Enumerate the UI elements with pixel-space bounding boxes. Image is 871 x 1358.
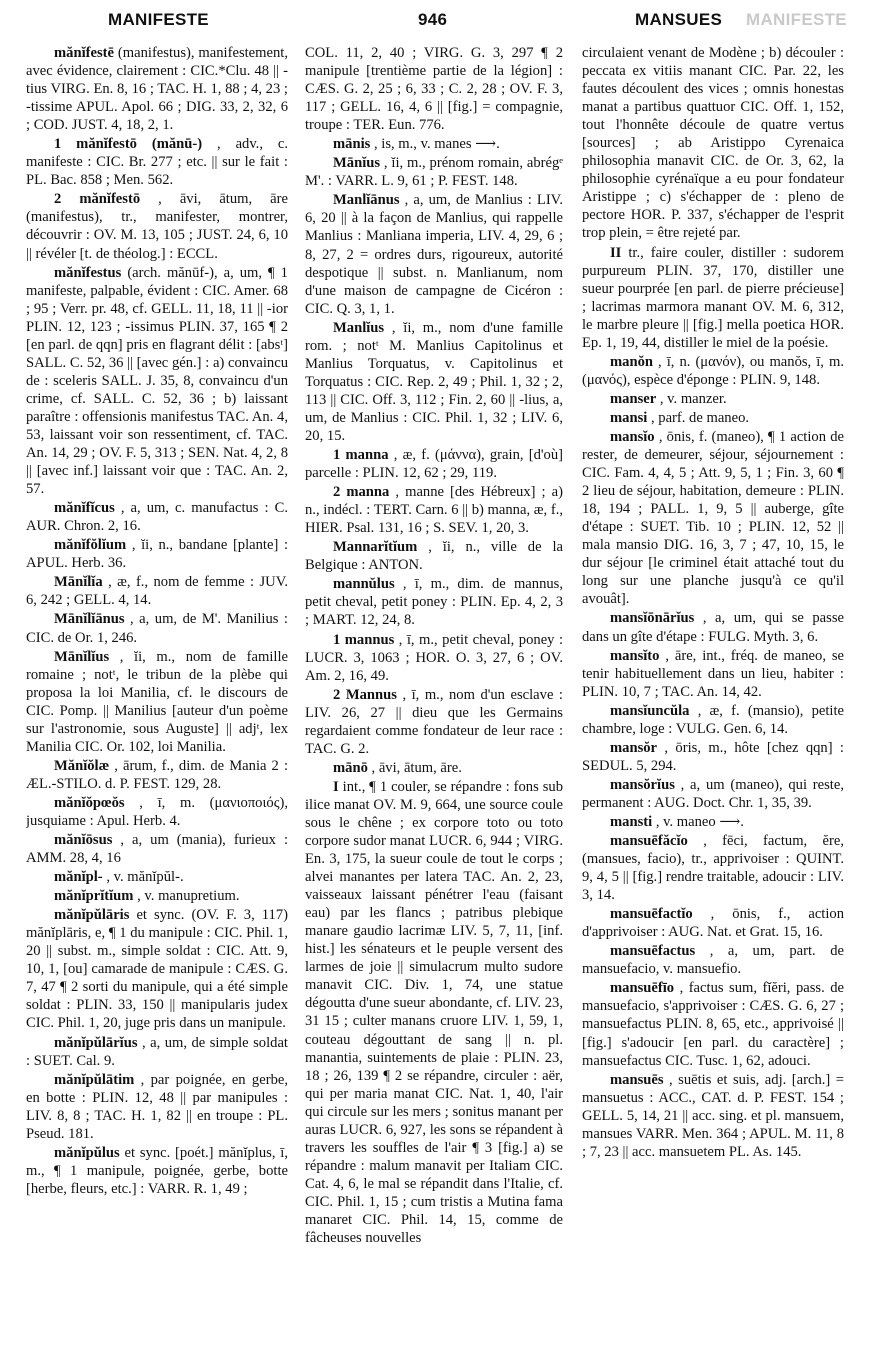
entry-definition: , ōnis, f., action d'apprivoiser : AUG. Nat. et Grat. 15, 16.: [582, 906, 844, 941]
dictionary-entry: [26, 44, 288, 134]
dictionary-column-3: [582, 44, 844, 1350]
dictionary-entry: [26, 264, 288, 499]
entry-definition: circulaient venant de Modène ; b) découler : peccata ex vitiis manant CIC. Par. 22, les fautes découlent des vices ; omnis honestas manat a partibus quattuor CIC. Off. 1, 152, tout l'honnête découle de quatre vertus [sources] ; ab Aristippo Cyrenaica philosophia manavit CIC. de Or. 3, 62, la philosophie cyrénaïque a eu pour fondateur Aristippe ; c) s'échapper de : pleno de pectore HOR. P. 337, s'échapper de l'esprit trop plein, = être rejeté par.: [582, 45, 844, 242]
dictionary-entry: [582, 44, 844, 243]
dictionary-entry: [582, 409, 844, 427]
dictionary-entry: [26, 610, 288, 646]
dictionary-entry: [582, 390, 844, 408]
entry-definition: , a, um, de simple soldat : SUET. Cal. 9.: [26, 1034, 288, 1069]
dictionary-entry: [305, 778, 563, 1247]
entry-headword: mannŭlus: [333, 576, 395, 593]
dictionary-entry: [582, 942, 844, 978]
entry-headword: mansi: [610, 409, 648, 426]
dictionary-entry: [305, 154, 563, 190]
entry-headword: mansĭo: [610, 428, 655, 445]
header-bleed-through: MANIFESTE: [746, 10, 847, 29]
entry-definition: , ōris, m., hôte [chez qqn] : SEDUL. 5, 294.: [582, 739, 844, 774]
entry-headword: mănĭpŭlātim: [54, 1071, 135, 1088]
dictionary-entry: [305, 483, 563, 537]
entry-definition: , v. manzer.: [659, 390, 727, 407]
entry-headword: mănĭpŭlāris: [54, 907, 130, 924]
entry-definition: , a, um (mania), furieux : AMM. 28, 4, 16: [26, 832, 288, 867]
entry-definition: COL. 11, 2, 40 ; VIRG. G. 3, 297 ¶ 2 manipule [trentième partie de la légion] : CÆS. G. 2, 25 ; 6, 33 ; C. 2, 28 ; OV. F. 3, 117 ; GELL. 16, 4, 6 || [fig.] = compagnie, troupe : TER. Eun. 776.: [305, 45, 563, 134]
dictionary-entry: [582, 609, 844, 645]
entry-definition: , ĭi, m., prénom romain, abrégᵉ M'. : VARR. L. 9, 61 ; P. FEST. 148.: [305, 155, 563, 190]
entry-headword: Mānĭlĭa: [54, 574, 103, 591]
entry-definition: (manifestus), manifestement, avec évidence, clairement : CIC.*Clu. 48 || -tius VIRG. En. 8, 16 ; TAC. H. 1, 88 ; 4, 23 ; -tissime APUL. Apol. 66 ; DIG. 33, 2, 32, 6 ; COD. JUST. 4, 18, 2, 1.: [26, 45, 288, 134]
entry-definition: , a, um, c. manufactus : C. AUR. Chron. 2, 16.: [26, 500, 288, 535]
entry-headword: Mānĭlĭus: [54, 648, 110, 665]
dictionary-entry: [305, 631, 563, 685]
dictionary-entry: [26, 906, 288, 1032]
dictionary-entry: [582, 428, 844, 608]
dictionary-entry: [26, 1071, 288, 1143]
dictionary-entry: [26, 499, 288, 535]
entry-definition: , ĭi, m., nom d'une famille rom. ; notᵗ M. Manlius Capitolinus et Manlius Torquatus, v. Capitolinus et Torquatus : CIC. Rep. 2, 49 ; Phil. 1, 32 ; 2, 113 || CIC. Off. 3, 112 ; Fin. 2, 60 || -lius, a, um, de Manlius : CIC. Phil. 1, 32 ; LIV. 6, 20, 15.: [305, 319, 563, 444]
entry-definition: (arch. mănūf-), a, um, ¶ 1 manifeste, palpable, évident : CIC. Amer. 68 ; 95 ; Verr. pr. 48, cf. GELL. 11, 18, 11 || -ior PLIN. 12, 123 ; -issimus PLIN. 37, 165 ¶ 2 [en parl. de qqn] pris en flagrant délit : [absᵗ] SALL. C. 52, 36 || [avec gén.] : a) convaincu de : sceleris SALL. J. 35, 8, convaincu d'un crime, cf. SALL. C. 52, 36 ; b) laissant paraître : offensionis manifestus TAC. An. 4, 53, laissant voir son ressentiment, cf. TAC. An. 14, 29 ; OV. F. 5, 313 ; SEN. Nat. 4, 2, 8 || [avec inf.] laissant voir que : TAC. An. 2, 57.: [26, 264, 288, 498]
entry-definition: , ī, m., nom d'un esclave : LIV. 26, 27 || dieu que les Germains regardaient comme fondateur de leur race : TAC. G. 2.: [305, 686, 563, 757]
dictionary-entry: [26, 190, 288, 262]
entry-definition: , v. manupretium.: [137, 888, 240, 905]
dictionary-entry: [305, 319, 563, 445]
entry-definition: , ī, n. (μανόν), ou manŏs, ī, m. (μανός), espèce d'éponge : PLIN. 9, 148.: [582, 353, 844, 388]
dictionary-entry: [582, 832, 844, 904]
entry-definition: , a, um (maneo), qui reste, permanent : AUG. Doct. Chr. 1, 35, 39.: [582, 776, 844, 811]
dictionary-entry: [582, 647, 844, 701]
entry-definition: , æ, f., nom de femme : JUV. 6, 242 ; GELL. 4, 14.: [26, 574, 288, 609]
entry-headword: mansŏr: [610, 739, 658, 756]
entry-definition: , æ, f. (mansio), petite chambre, loge : VULG. Gen. 6, 14.: [582, 702, 844, 737]
dictionary-entry: [582, 979, 844, 1069]
dictionary-column-2: [305, 44, 563, 1350]
dictionary-entry: [26, 1034, 288, 1070]
entry-headword: mānō: [333, 759, 368, 776]
dictionary-entry: [26, 868, 288, 886]
entry-definition: , is, m., v. manes ⟶.: [373, 136, 500, 153]
entry-headword: mănĭfŏlĭum: [54, 537, 127, 554]
dictionary-entry: [26, 831, 288, 867]
entry-headword: mansuēfactus: [610, 943, 696, 960]
entry-definition: , suētis et suis, adj. [arch.] = mansuetus : ACC., CAT. d. P. FEST. 154 ; GELL. 5, 14, 21 || acc. sing. et pl. mansuem, mansues VARR. Men. 364 ; APUL. M. 11, 8 ; 7, 23 || acc. mansuetem PL. As. 145.: [582, 1071, 844, 1160]
dictionary-entry: [305, 538, 563, 574]
entry-headword: manŏn: [610, 353, 653, 370]
entry-headword: mănĭfĭcus: [54, 500, 115, 517]
entry-definition: , ī, m. (μανιοποιός), jusquiame : Apul. Herb. 4.: [26, 794, 288, 829]
dictionary-entry: [26, 887, 288, 905]
dictionary-entry: [305, 44, 563, 134]
dictionary-entry: [582, 905, 844, 941]
entry-definition: , æ, f. (μάννα), grain, [d'où] parcelle : PLIN. 12, 62 ; 29, 119.: [305, 447, 563, 482]
entry-headword: mănĭpl-: [54, 869, 103, 886]
dictionary-entry: [582, 244, 844, 352]
entry-headword: I: [333, 778, 339, 795]
entry-headword: mansuēfăcĭo: [610, 833, 688, 850]
entry-headword: II: [610, 244, 622, 261]
entry-headword: Mānĭus: [333, 155, 381, 172]
dictionary-entry: [26, 1144, 288, 1198]
entry-headword: 2 manna: [333, 484, 390, 501]
entry-headword: mansuēfactĭo: [610, 906, 693, 923]
dictionary-entry: [582, 1071, 844, 1161]
entry-definition: et sync. [poét.] mănĭplus, ī, m., ¶ 1 manipule, poignée, gerbe, botte [herbe, fleurs, etc.] : VARR. R. 1, 49 ;: [26, 1144, 288, 1197]
entry-headword: manser: [610, 390, 657, 407]
entry-headword: mănĭpŭlus: [54, 1144, 120, 1161]
entry-headword: Mānĭlĭānus: [54, 611, 125, 628]
dictionary-entry: [305, 759, 563, 777]
page-number: 946: [418, 10, 448, 29]
dictionary-column-1: [26, 44, 288, 1350]
entry-definition: , adv., c. manifeste : CIC. Br. 277 ; etc. || sur le fait : PL. Bac. 858 ; Men. 562.: [26, 136, 288, 189]
entry-definition: , ōnis, f. (maneo), ¶ 1 action de rester, de demeurer, séjour, séjournement : CIC. Fam. 4, 4, 5 ; Att. 9, 5, 1 ; Fin. 3, 60 ¶ 2 lieu de séjour, habitation, demeure : PLIN. 18, 194 ; PALL. 1, 9, 5 || auberge, gîte d'étape : SUET. Tib. 10 ; PLIN. 12, 52 || mala mansio DIG. 16, 3, 7 ; 47, 10, 15, le dur séjour [le criminel était attaché tout du long sur une planche jusqu'à ce qu'il avouât].: [582, 428, 844, 608]
dictionary-entry: [26, 135, 288, 189]
entry-headword: 1 manna: [333, 447, 389, 464]
entry-headword: mansti: [610, 813, 653, 830]
header-right-word: MANSUES: [635, 10, 723, 29]
entry-definition: , āvi, ātum, āre (manifestus), tr., manifester, montrer, découvrir : OV. M. 13, 105 ; JUST. 24, 6, 10 || révéler [t. de théolog.] : ECCL.: [26, 191, 288, 262]
entry-definition: , ĭi, n., ville de la Belgique : ANTON.: [305, 539, 563, 574]
entry-definition: , a, um, qui se passe dans un gîte d'étape : FULG. Myth. 3, 6.: [582, 610, 844, 645]
entry-headword: 2 Mannus: [333, 686, 397, 703]
entry-definition: , manne [des Hébreux] ; a) n., indécl. : TERT. Carn. 6 || b) manna, æ, f., HIER. Psal. 131, 16 ; S. SEV. 1, 20, 3.: [305, 484, 563, 537]
entry-headword: Mănĭŏlæ: [54, 757, 110, 774]
entry-headword: mānis: [333, 136, 371, 153]
dictionary-entry: [305, 135, 563, 153]
page-header: [0, 6, 871, 32]
dictionary-entry: [26, 648, 288, 756]
entry-headword: 2 mănĭfestō: [54, 191, 141, 208]
entry-headword: mănĭōsus: [54, 832, 113, 849]
entry-headword: mansuēfīo: [610, 980, 675, 997]
entry-definition: , v. maneo ⟶.: [655, 813, 744, 830]
dictionary-entry: [26, 536, 288, 572]
dictionary-entry: [26, 794, 288, 830]
entry-headword: mănĭpŭlārĭus: [54, 1034, 138, 1051]
entry-definition: , ārum, f., dim. de Mania 2 : ÆL.-STILO. d. P. FEST. 129, 28.: [26, 757, 288, 792]
dictionary-entry: [582, 353, 844, 389]
entry-headword: mansĭto: [610, 647, 660, 664]
entry-definition: , parf. de maneo.: [650, 409, 750, 426]
entry-headword: mansuēs: [610, 1071, 664, 1088]
entry-headword: mansŏrĭus: [610, 776, 675, 793]
dictionary-entry: [582, 739, 844, 775]
entry-definition: int., ¶ 1 couler, se répandre : fons sub ilice manat OV. M. 9, 664, une source coule sous le chêne ; ex corpore toto ou toto corpore sudor manat LUCR. 6, 944 ; VIRG. En. 3, 175, la sueur coule de tout le corps ; alvei manantes per latera TAC. An. 2, 23, vaisseaux laissant pénétrer l'eau (faisant eau) par les flancs ; patribus plebique manare gaudio lacrimæ LIV. 5, 7, 11, [inf. hist.] les sénateurs et le peuple versent des larmes de joie || simulacrum multo sudore manavit CIC. Div. 1, 74, une statue dégoutta d'une sueur abondante, cf. LIV. 23, 31 15 ; culter manans cruore LIV. 1, 59, 1, couteau dégouttant de sang || n. pl. manantia, suintements de plaie : PLIN. 23, 18 ; 26, 139 ¶ 2 se répandre, circuler : aër, qui per maria manat CIC. Nat. 1, 40, l'air qui circule sur les mers ; sonitus manant per auras LUCR. 6, 927, les sons se répandent à travers les souffles de l'air ¶ 3 [fig.] a) se répandre : malum manavit per Italiam CIC. Cat. 4, 6, le mal se répandit dans l'Italie, cf. CIC. Phil. 1, 15 ; cum tristis a Mutina fama manaret CIC. Phil. 14, 15, comme de fâcheuses nouvelles: [305, 778, 563, 1247]
entry-definition: , ĭi, m., nom de famille romaine ; notᵗ, le tribun de la plèbe qui proposa la loi Manilia, cf. le discours de CIC. Pomp. || Manilius [auteur d'un poème sur l'astronomie, sous Auguste] || adjᵗ, lex Manilia CIC. Or. 102, loi Manilia.: [26, 648, 288, 755]
entry-headword: mansĭuncŭla: [610, 702, 690, 719]
entry-definition: , ī, m., petit cheval, poney : LUCR. 3, 1063 ; HOR. O. 3, 27, 6 ; OV. Am. 2, 16, 49.: [305, 631, 563, 684]
entry-headword: 1 mănĭfestō (mănū-): [54, 136, 203, 153]
entry-headword: mănĭŏpœŏs: [54, 794, 125, 811]
entry-definition: tr., faire couler, distiller : sudorem purpureum PLIN. 37, 170, distiller une sueur pourprée [en parl. de pierre précieuse] ; lacrimas marmora manant OV. M. 6, 312, le marbre pleure || [fig.] mella poetica HOR. Ep. 1, 19, 44, distiller le miel de la poésie.: [582, 244, 844, 351]
entry-definition: , a, um, de Manlius : LIV. 6, 20 || à la façon de Manlius, qui rappelle Manlius : Manliana imperia, LIV. 4, 29, 6 ; 8, 27, 2 = ordres durs, rigoureux, autorité despotique || subst. n. Manlianum, nom d'une maison de campagne de Cicéron : CIC. Q. 3, 1, 1.: [305, 192, 563, 317]
entry-definition: , a, um, part. de mansuefacio, v. mansuefio.: [582, 943, 844, 978]
entry-definition: , ī, m., dim. de mannus, petit cheval, petit poney : PLIN. Ep. 4, 2, 3 ; MART. 12, 24, 8.: [305, 576, 563, 629]
entry-definition: , par poignée, en gerbe, en botte : PLIN. 12, 48 || par manipules : LIV. 8, 8 ; TAC. H. 1, 82 || en troupe : PL. Pseud. 181.: [26, 1071, 288, 1142]
dictionary-entry: [26, 757, 288, 793]
entry-definition: , ĭi, n., bandane [plante] : APUL. Herb. 36.: [26, 537, 288, 572]
entry-definition: , v. mănĭpŭl-.: [106, 869, 184, 886]
entry-headword: Manlĭānus: [333, 192, 400, 209]
entry-headword: Manlĭus: [333, 319, 385, 336]
entry-definition: , a, um, de M'. Manilius : CIC. de Or. 1, 246.: [26, 611, 288, 646]
dictionary-entry: [582, 702, 844, 738]
header-left-word: MANIFESTE: [108, 10, 209, 29]
dictionary-entry: [582, 776, 844, 812]
entry-definition: et sync. (OV. F. 3, 117) mănĭplāris, e, ¶ 1 du manipule : CIC. Phil. 1, 20 || subst. m., simple soldat : CIC. Att. 9, 10, 1, [ou] camarade de manipule : CÆS. G. 7, 47 ¶ 2 sorti du manipule, qui a été simple soldat : PLIN. 33, 150 || manipularis judex CIC. Phil. 1, 20, juge pris dans un manipule.: [26, 907, 288, 1032]
dictionary-entry: [305, 191, 563, 317]
dictionary-entry: [26, 573, 288, 609]
entry-headword: mănĭfestē: [54, 45, 114, 61]
entry-definition: , āvi, ātum, āre.: [371, 759, 462, 776]
dictionary-entry: [305, 575, 563, 629]
dictionary-entry: [305, 686, 563, 758]
entry-definition: , āre, int., fréq. de maneo, se tenir habituellement dans un lieu, habiter : PLIN. 10, 7 ; TAC. An. 14, 42.: [582, 647, 844, 700]
entry-headword: mansĭōnārĭus: [610, 610, 695, 627]
entry-headword: 1 mannus: [333, 631, 395, 648]
dictionary-entry: [582, 813, 844, 831]
entry-headword: Mannarĭtĭum: [333, 539, 418, 556]
entry-definition: , factus sum, fĭĕri, pass. de mansuefacio, s'apprivoiser : CÆS. G. 6, 27 ; mansuefactus PLIN. 8, 65, etc., apprivoisé || [fig.] s'adoucir [en parl. du caractère] ; mansuefactus CIC. Tusc. 1, 62, adouci.: [582, 980, 844, 1069]
entry-definition: , fēci, factum, ĕre, (mansues, facio), tr., apprivoiser : QUINT. 9, 4, 5 || [fig.] rendre traitable, adoucir : LIV. 3, 14.: [582, 833, 844, 904]
dictionary-entry: [305, 446, 563, 482]
entry-headword: mănĭfestus: [54, 264, 122, 281]
entry-headword: mănĭprĭtĭum: [54, 888, 134, 905]
